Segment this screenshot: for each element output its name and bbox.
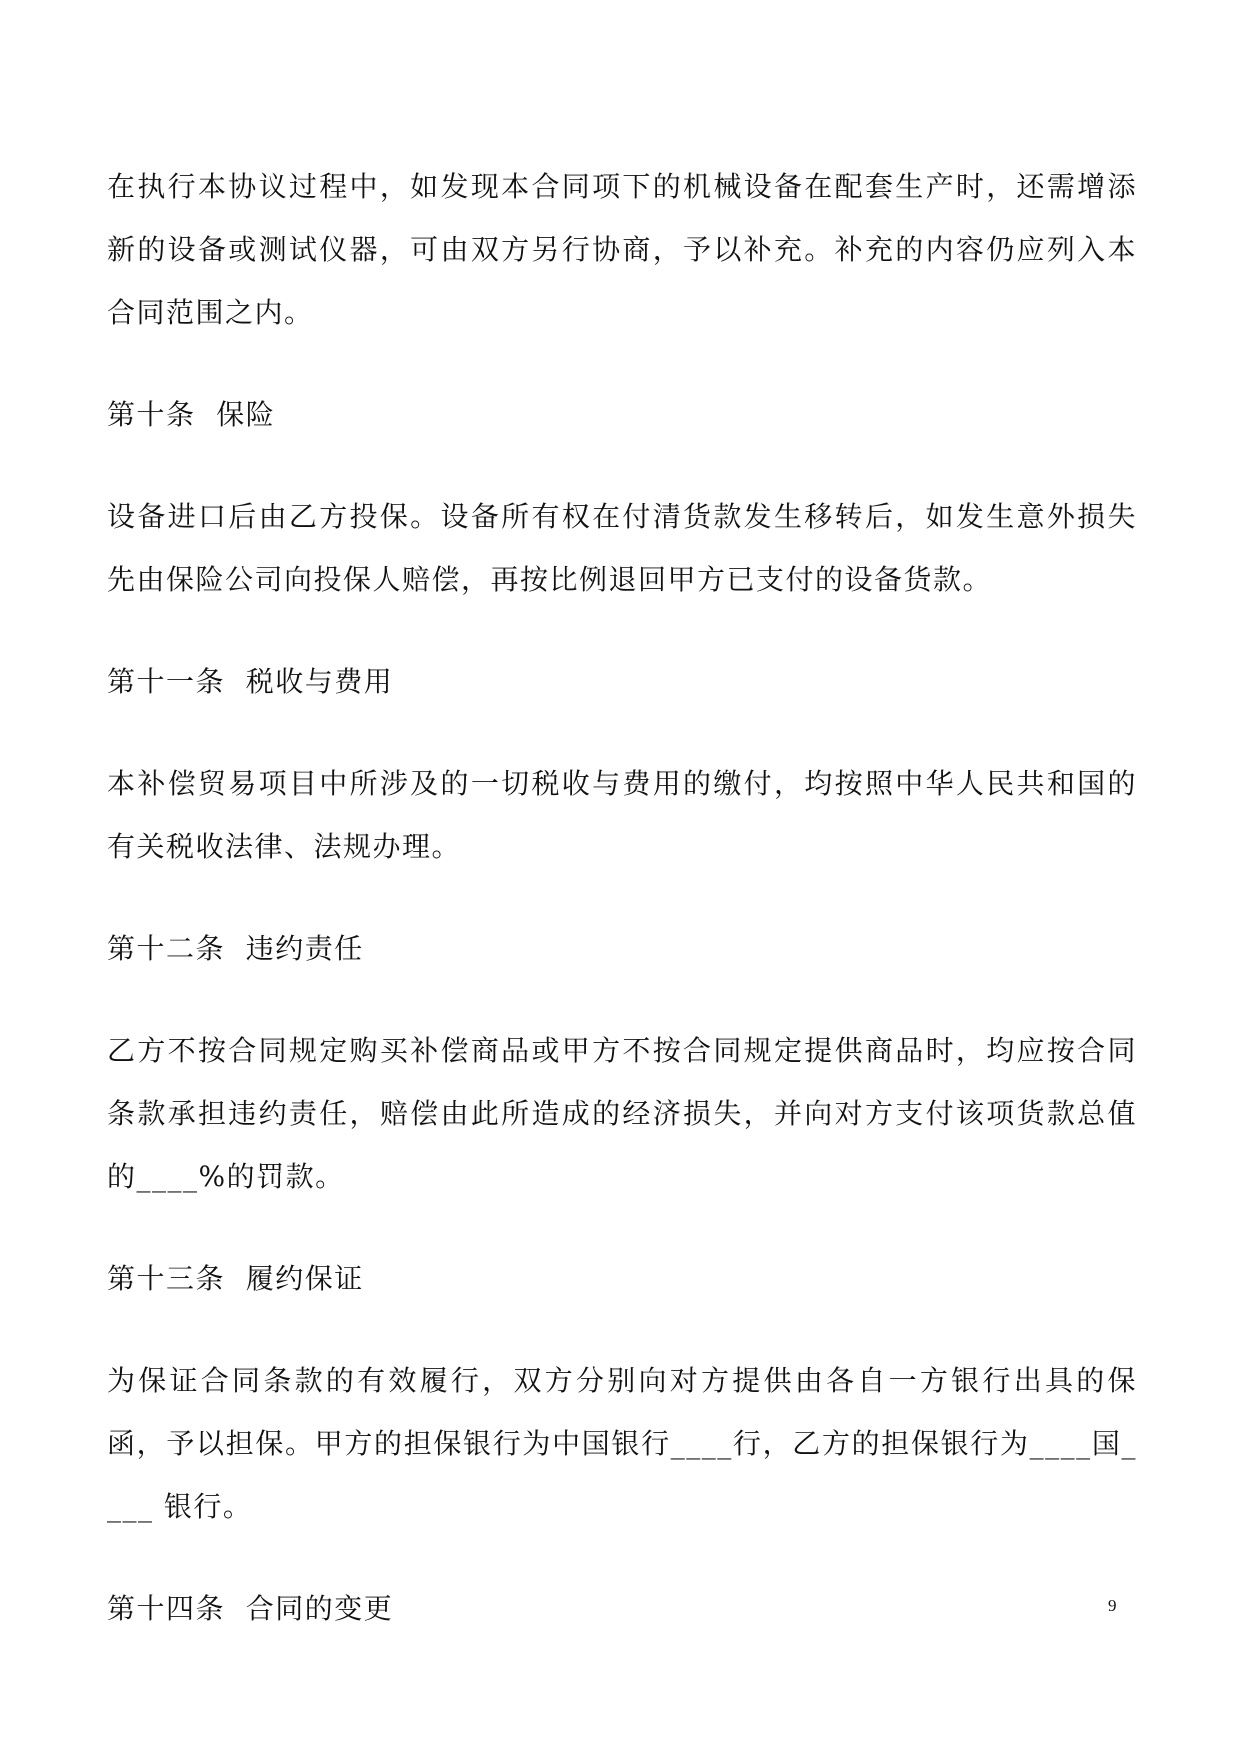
- article-14-heading: 第十四条 合同的变更: [107, 1592, 394, 1625]
- page-number: 9: [1108, 1596, 1117, 1615]
- paragraph-taxes-fees: 本补偿贸易项目中所涉及的一切税收与费用的缴付，均按照中华人民共和国的有关税收法律、法规办理。: [107, 767, 1137, 863]
- article-12-heading: 第十二条 违约责任: [107, 932, 364, 965]
- paragraph-insurance: 设备进口后由乙方投保。设备所有权在付清货款发生移转后，如发生意外损失先由保险公司向投保人赔偿，再按比例退回甲方已支付的设备货款。: [107, 500, 1137, 596]
- article-10-heading: 第十条 保险: [107, 398, 276, 431]
- paragraph-performance-guarantee: 为保证合同条款的有效履行，双方分别向对方提供由各自一方银行出具的保函，予以担保。甲方的担保银行为中国银行____行，乙方的担保银行为____国____ 银行。: [107, 1364, 1137, 1523]
- document-body: [107, 155, 1137, 1679]
- paragraph-supplement-equipment: 在执行本协议过程中，如发现本合同项下的机械设备在配套生产时，还需增添新的设备或测试仪器，可由双方另行协商，予以补充。补充的内容仍应列入本合同范围之内。: [107, 170, 1137, 329]
- paragraph-breach-liability: 乙方不按合同规定购买补偿商品或甲方不按合同规定提供商品时，均应按合同条款承担违约责任，赔偿由此所造成的经济损失，并向对方支付该项货款总值的____%的罚款。: [107, 1034, 1137, 1193]
- article-13-heading: 第十三条 履约保证: [107, 1262, 364, 1295]
- article-11-heading: 第十一条 税收与费用: [107, 665, 394, 698]
